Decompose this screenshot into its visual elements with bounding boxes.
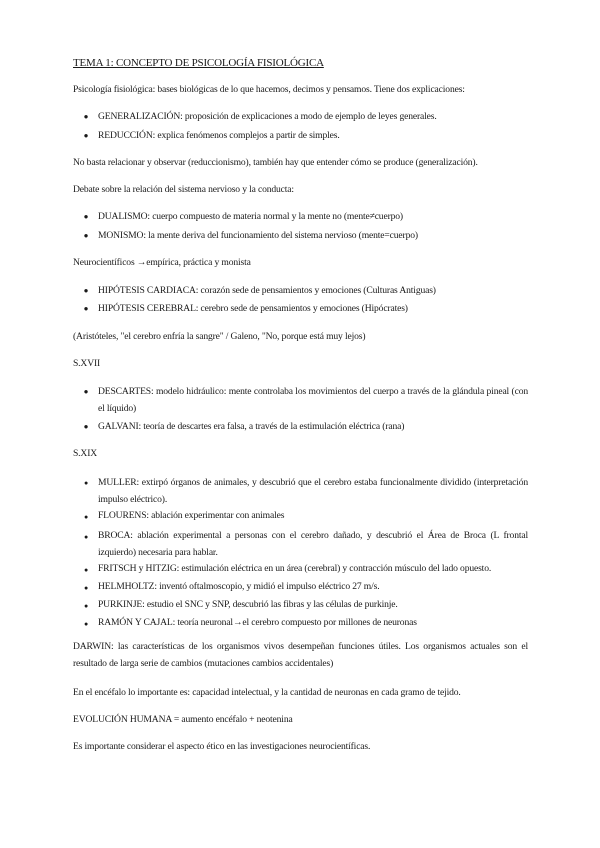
- bullet-dot: ●: [83, 304, 89, 313]
- list-item: GALVANI: teoría de descartes era falsa, a través de la estimulación eléctrica (rana): [98, 421, 405, 432]
- paragraph: (Aristóteles, "el cerebro enfría la sangre" / Galeno, "No, porque está muy lejos): [73, 331, 366, 342]
- list-item: MULLER: extirpó órganos de animales, y descubrió que el cerebro estaba funcionalmente dividido (interpretación impulso eléctrico).: [98, 477, 528, 505]
- list-item: BROCA: ablación experimental a personas con el cerebro dañado, y descubrió el Área de Broca (L frontal izquierdo) necesaria para hablar.: [98, 530, 528, 558]
- page-title: TEMA 1: CONCEPTO DE PSICOLOGÍA FISIOLÓGICA: [73, 57, 324, 69]
- paragraph: Es importante considerar el aspecto ético en las investigaciones neurocientíficas.: [73, 741, 371, 752]
- list-item: HIPÓTESIS CEREBRAL: cerebro sede de pensamientos y emociones (Hipócrates): [98, 303, 408, 314]
- paragraph: Debate sobre la relación del sistema nervioso y la conducta:: [73, 184, 294, 195]
- paragraph: No basta relacionar y observar (reduccionismo), también hay que entender cómo se produce (generalización).: [73, 157, 478, 168]
- bullet-dot: ●: [83, 131, 89, 140]
- intro-paragraph: Psicología fisiológica: bases biológicas de lo que hacemos, decimos y pensamos. Tiene dos explicaciones:: [73, 84, 465, 95]
- bullet-dot: ●: [83, 422, 89, 431]
- list-item: GENERALIZACIÓN: proposición de explicaciones a modo de ejemplo de leyes generales.: [98, 111, 437, 122]
- bullet-dot: ●: [83, 231, 89, 240]
- paragraph: EVOLUCIÓN HUMANA = aumento encéfalo + neotenina: [73, 714, 293, 725]
- bullet-dot: ●: [83, 602, 89, 610]
- bullet-dot: ●: [83, 212, 89, 221]
- paragraph: DARWIN: las características de los organismos vivos desempeñan funciones útiles. Los organismos actuales son el resultado de larga serie de cambios (mutaciones cambios accidentales): [73, 641, 528, 669]
- list-item: RAMÓN Y CAJAL: teoría neuronal→el cerebro compuesto por millones de neuronas: [98, 617, 417, 628]
- paragraph: En el encéfalo lo importante es: capacidad intelectual, y la cantidad de neuronas en cada gramo de tejido.: [73, 687, 461, 698]
- bullet-dot: ●: [83, 620, 89, 628]
- list-item: DUALISMO: cuerpo compuesto de materia normal y la mente no (mente≠cuerpo): [98, 211, 403, 222]
- list-item: DESCARTES: modelo hidráulico: mente controlaba los movimientos del cuerpo a través de la glándula pineal (con el líquido): [98, 386, 528, 414]
- bullet-dot: ●: [83, 286, 89, 295]
- list-item: MONISMO: la mente deriva del funcionamiento del sistema nervioso (mente=cuerpo): [98, 230, 418, 241]
- list-item: FLOURENS: ablación experimentar con animales: [98, 510, 285, 521]
- bullet-dot: ●: [83, 566, 89, 574]
- bullet-dot: ●: [83, 513, 89, 521]
- bullet-dot: ●: [83, 533, 89, 541]
- list-item: HIPÓTESIS CARDIACA: corazón sede de pensamientos y emociones (Culturas Antiguas): [98, 285, 436, 296]
- list-item: FRITSCH y HITZIG: estimulación eléctrica en un área (cerebral) y contracción músculo del lado opuesto.: [98, 563, 492, 574]
- section-heading: S.XVII: [73, 358, 101, 369]
- list-item: HELMHOLTZ: inventó oftalmoscopio, y midió el impulso eléctrico 27 m/s.: [98, 581, 380, 592]
- list-item: REDUCCIÓN: explica fenómenos complejos a partir de simples.: [98, 130, 340, 141]
- section-heading: S.XIX: [73, 448, 98, 459]
- bullet-dot: ●: [83, 112, 89, 121]
- bullet-dot: ●: [83, 584, 89, 592]
- bullet-dot: ●: [83, 479, 89, 487]
- paragraph: Neurocientíficos →empírica, práctica y monista: [73, 257, 251, 268]
- list-item: PURKINJE: estudio el SNC y SNP, descubrió las fibras y las células de purkinje.: [98, 599, 398, 610]
- bullet-dot: ●: [83, 387, 89, 396]
